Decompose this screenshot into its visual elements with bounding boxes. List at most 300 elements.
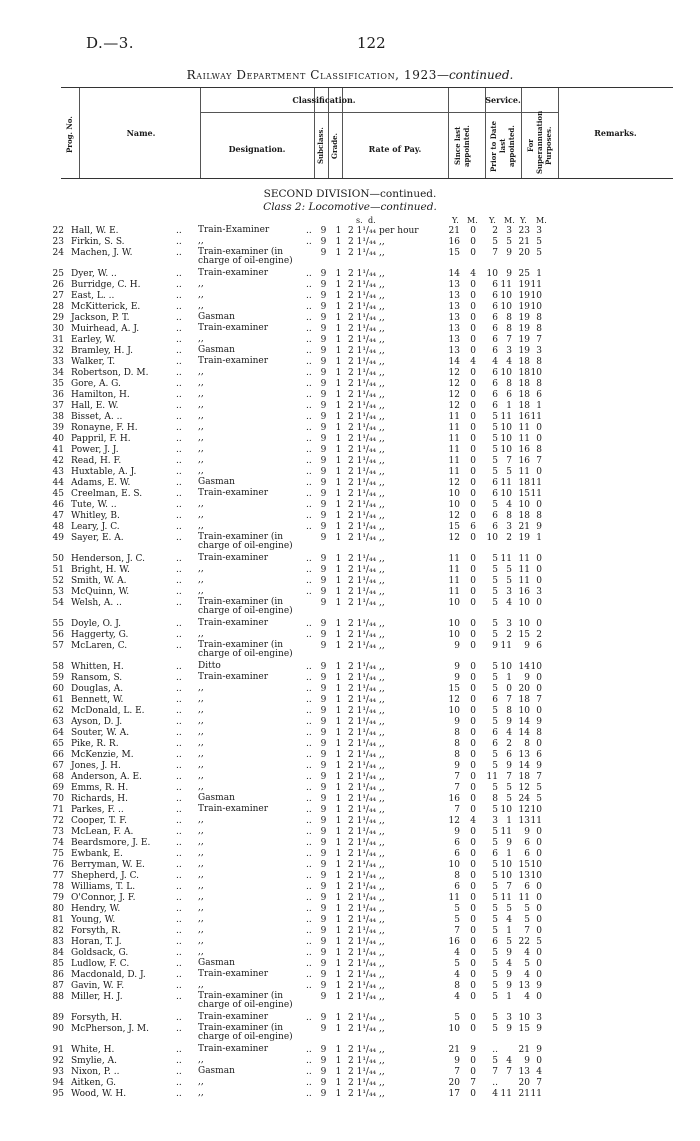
super-months: 7 bbox=[536, 695, 542, 705]
since-last-months: 0 bbox=[470, 937, 476, 947]
employee-name: Sayer, E. A. bbox=[71, 533, 124, 543]
since-last-months: 0 bbox=[470, 1089, 476, 1099]
super-years: 10 bbox=[518, 500, 530, 510]
subclass: 9 bbox=[320, 849, 327, 859]
designation: Train-Examiner bbox=[198, 225, 270, 235]
employee-name: White, H. bbox=[71, 1045, 115, 1055]
employee-name: McLaren, C. bbox=[71, 641, 128, 651]
leader-dots: .. bbox=[306, 467, 312, 477]
prior-months: 5 bbox=[506, 794, 512, 804]
employee-name: Bisset, A. .. bbox=[71, 412, 123, 422]
col-remarks: Remarks. bbox=[594, 128, 637, 138]
subclass: 9 bbox=[320, 915, 327, 925]
grade: 1 bbox=[335, 248, 342, 258]
prior-months: 7 bbox=[506, 695, 512, 705]
subclass: 9 bbox=[320, 904, 327, 914]
grade: 1 bbox=[335, 981, 342, 991]
super-years: 13 bbox=[518, 871, 530, 881]
since-last-years: 5 bbox=[454, 959, 460, 969]
rate-of-pay: 2 1¹/₄₄ ,, bbox=[348, 313, 385, 323]
since-last-months: 0 bbox=[470, 630, 476, 640]
grade: 1 bbox=[335, 269, 342, 279]
employee-name: Ewbank, E. bbox=[71, 849, 123, 859]
table-row bbox=[0, 248, 700, 267]
leader-dots: .. bbox=[306, 893, 312, 903]
grade: 1 bbox=[335, 445, 342, 455]
table-row bbox=[0, 511, 700, 522]
subclass: 9 bbox=[320, 619, 327, 629]
since-last-years: 4 bbox=[454, 970, 460, 980]
since-last-months: 0 bbox=[470, 576, 476, 586]
leader-dots: .. bbox=[306, 761, 312, 771]
prog-number: 70 bbox=[52, 794, 64, 804]
designation: ,, bbox=[198, 716, 204, 726]
prior-months: 6 bbox=[506, 750, 512, 760]
grade: 1 bbox=[335, 1013, 342, 1023]
prior-months: 7 bbox=[506, 1067, 512, 1077]
since-last-years: 12 bbox=[448, 695, 460, 705]
prior-years: 5 bbox=[492, 456, 498, 466]
since-last-months: 0 bbox=[470, 893, 476, 903]
prior-months: 10 bbox=[500, 302, 512, 312]
employee-name: Goldsack, G. bbox=[71, 948, 129, 958]
grade: 1 bbox=[335, 379, 342, 389]
super-months: 10 bbox=[530, 805, 542, 815]
grade: 1 bbox=[335, 434, 342, 444]
subclass: 9 bbox=[320, 970, 327, 980]
subclass: 9 bbox=[320, 959, 327, 969]
prior-years: 6 bbox=[492, 346, 498, 356]
name-leader-dots: .. bbox=[176, 368, 182, 378]
prior-months: 8 bbox=[506, 379, 512, 389]
prog-number: 24 bbox=[52, 248, 64, 258]
employee-name: Burridge, C. H. bbox=[71, 280, 141, 290]
prior-months: 7 bbox=[506, 772, 512, 782]
since-last-years: 12 bbox=[448, 533, 460, 543]
prior-months: 9 bbox=[506, 1024, 512, 1034]
prior-years: 5 bbox=[492, 1056, 498, 1066]
leader-dots: .. bbox=[306, 684, 312, 694]
leader-dots: .. bbox=[306, 368, 312, 378]
prior-years: 6 bbox=[492, 313, 498, 323]
name-leader-dots: .. bbox=[176, 816, 182, 826]
employee-name: McLean, F. A. bbox=[71, 827, 134, 837]
since-last-years: 8 bbox=[454, 871, 460, 881]
table-row bbox=[0, 434, 700, 445]
employee-name: Welsh, A. .. bbox=[71, 598, 122, 608]
rate-of-pay: 2 1¹/₄₄ ,, bbox=[348, 401, 385, 411]
table-row bbox=[0, 522, 700, 533]
prior-months: 9 bbox=[506, 981, 512, 991]
subclass: 9 bbox=[320, 587, 327, 597]
document-reference: D.—3. bbox=[86, 34, 135, 52]
employee-name: Richards, H. bbox=[71, 794, 128, 804]
employee-name: Huxtable, A. J. bbox=[71, 467, 137, 477]
employee-name: Whitten, H. bbox=[71, 662, 124, 672]
designation: Gasman bbox=[198, 958, 235, 968]
prog-number: 86 bbox=[52, 970, 64, 980]
subclass: 9 bbox=[320, 1089, 327, 1099]
subclass: 9 bbox=[320, 805, 327, 815]
prog-number: 79 bbox=[52, 893, 64, 903]
name-leader-dots: .. bbox=[176, 522, 182, 532]
since-last-months: 0 bbox=[470, 750, 476, 760]
unit-s: s. bbox=[356, 216, 363, 225]
name-leader-dots: .. bbox=[176, 794, 182, 804]
super-months: 0 bbox=[536, 959, 542, 969]
prog-number: 92 bbox=[52, 1056, 64, 1066]
rate-of-pay: 2 1¹/₄₄ ,, bbox=[348, 662, 385, 672]
grade: 1 bbox=[335, 226, 342, 236]
super-months: 11 bbox=[530, 280, 542, 290]
designation: ,, bbox=[198, 694, 204, 704]
prior-years: 6 bbox=[492, 511, 498, 521]
since-last-months: 0 bbox=[470, 412, 476, 422]
leader-dots: .. bbox=[306, 816, 312, 826]
super-years: 18 bbox=[518, 695, 530, 705]
super-months: 11 bbox=[530, 478, 542, 488]
table-row bbox=[0, 684, 700, 695]
since-last-months: 0 bbox=[470, 434, 476, 444]
prior-months: 9 bbox=[506, 761, 512, 771]
super-months: 1 bbox=[536, 401, 542, 411]
grade: 1 bbox=[335, 291, 342, 301]
prog-number: 75 bbox=[52, 849, 64, 859]
prior-months: 3 bbox=[506, 619, 512, 629]
prog-number: 83 bbox=[52, 937, 64, 947]
grade: 1 bbox=[335, 915, 342, 925]
since-last-years: 13 bbox=[448, 302, 460, 312]
leader-dots: .. bbox=[306, 695, 312, 705]
designation: ,, bbox=[198, 236, 204, 246]
super-years: 5 bbox=[524, 904, 530, 914]
since-last-months: 0 bbox=[470, 324, 476, 334]
table-row bbox=[0, 706, 700, 717]
rate-of-pay: 2 1¹/₄₄ ,, bbox=[348, 1067, 385, 1077]
prior-months: 1 bbox=[506, 816, 512, 826]
since-last-years: 7 bbox=[454, 783, 460, 793]
since-last-years: 11 bbox=[448, 423, 460, 433]
since-last-months: 0 bbox=[470, 1013, 476, 1023]
prior-months: 11 bbox=[500, 1089, 512, 1099]
since-last-months: 7 bbox=[470, 1078, 476, 1088]
since-last-months: 0 bbox=[470, 423, 476, 433]
super-months: 9 bbox=[536, 981, 542, 991]
col-subclass: Subclass. bbox=[316, 127, 325, 165]
employee-name: Whitley, B. bbox=[71, 511, 120, 521]
designation: ,, bbox=[198, 947, 204, 957]
subclass: 9 bbox=[320, 500, 327, 510]
super-months: 0 bbox=[536, 882, 542, 892]
table-row bbox=[0, 893, 700, 904]
rate-of-pay: 2 1¹/₄₄ ,, bbox=[348, 478, 385, 488]
subclass: 9 bbox=[320, 772, 327, 782]
super-years: 15 bbox=[518, 489, 530, 499]
grade: 1 bbox=[335, 619, 342, 629]
leader-dots: .. bbox=[306, 717, 312, 727]
designation: ,, bbox=[198, 433, 204, 443]
employee-name: Creelman, E. S. bbox=[71, 489, 143, 499]
employee-name: Bramley, H. J. bbox=[71, 346, 133, 356]
name-leader-dots: .. bbox=[176, 489, 182, 499]
employee-name: Machen, J. W. bbox=[71, 248, 133, 258]
prior-years: 5 bbox=[492, 992, 498, 1002]
grade: 1 bbox=[335, 533, 342, 543]
prog-number: 53 bbox=[52, 587, 64, 597]
prior-years: .. bbox=[492, 1078, 498, 1088]
super-years: 24 bbox=[518, 794, 530, 804]
subclass: 9 bbox=[320, 728, 327, 738]
since-last-years: 12 bbox=[448, 816, 460, 826]
name-leader-dots: .. bbox=[176, 226, 182, 236]
grade: 1 bbox=[335, 401, 342, 411]
since-last-years: 7 bbox=[454, 805, 460, 815]
designation: ,, bbox=[198, 771, 204, 781]
subclass: 9 bbox=[320, 248, 327, 258]
leader-dots: .. bbox=[306, 554, 312, 564]
super-months: 0 bbox=[536, 576, 542, 586]
rate-of-pay: 2 1¹/₄₄ ,, bbox=[348, 728, 385, 738]
prior-months: 4 bbox=[506, 357, 512, 367]
since-last-years: 10 bbox=[448, 598, 460, 608]
rate-of-pay: 2 1¹/₄₄ ,, bbox=[348, 882, 385, 892]
unit-d: d. bbox=[368, 216, 376, 225]
leader-dots: .. bbox=[306, 926, 312, 936]
subclass: 9 bbox=[320, 717, 327, 727]
name-leader-dots: .. bbox=[176, 324, 182, 334]
name-leader-dots: .. bbox=[176, 302, 182, 312]
col-grade: Grade. bbox=[330, 133, 339, 159]
prog-number: 77 bbox=[52, 871, 64, 881]
grade: 1 bbox=[335, 706, 342, 716]
rate-of-pay: 2 1¹/₄₄ ,, bbox=[348, 849, 385, 859]
subclass: 9 bbox=[320, 598, 327, 608]
since-last-years: 5 bbox=[454, 915, 460, 925]
prog-number: 89 bbox=[52, 1013, 64, 1023]
super-months: 6 bbox=[536, 750, 542, 760]
since-last-years: 12 bbox=[448, 511, 460, 521]
table-row bbox=[0, 412, 700, 423]
rate-of-pay: 2 1¹/₄₄ ,, bbox=[348, 860, 385, 870]
super-years: 23 bbox=[518, 226, 530, 236]
since-last-years: 8 bbox=[454, 981, 460, 991]
name-leader-dots: .. bbox=[176, 1045, 182, 1055]
prior-years: 5 bbox=[492, 838, 498, 848]
since-last-months: 0 bbox=[470, 565, 476, 575]
grade: 1 bbox=[335, 860, 342, 870]
super-years: 9 bbox=[524, 1056, 530, 1066]
rate-of-pay: 2 1¹/₄₄ ,, bbox=[348, 619, 385, 629]
super-years: 13 bbox=[518, 750, 530, 760]
since-last-years: 11 bbox=[448, 576, 460, 586]
prior-years: 6 bbox=[492, 390, 498, 400]
designation: ,, bbox=[198, 301, 204, 311]
grade: 1 bbox=[335, 1024, 342, 1034]
grade: 1 bbox=[335, 302, 342, 312]
grade: 1 bbox=[335, 576, 342, 586]
leader-dots: .. bbox=[306, 401, 312, 411]
subclass: 9 bbox=[320, 882, 327, 892]
prior-years: 6 bbox=[492, 280, 498, 290]
super-years: 12 bbox=[518, 805, 530, 815]
employee-name: Souter, W. A. bbox=[71, 728, 130, 738]
leader-dots: .. bbox=[306, 739, 312, 749]
prior-years: 5 bbox=[492, 860, 498, 870]
leader-dots: .. bbox=[306, 445, 312, 455]
prior-years: 5 bbox=[492, 948, 498, 958]
rate-of-pay: 2 1¹/₄₄ ,, bbox=[348, 970, 385, 980]
super-years: 14 bbox=[518, 728, 530, 738]
super-years: 19 bbox=[518, 335, 530, 345]
super-months: 0 bbox=[536, 992, 542, 1002]
super-months: 11 bbox=[530, 489, 542, 499]
since-last-years: 9 bbox=[454, 1056, 460, 1066]
subclass: 9 bbox=[320, 379, 327, 389]
employee-name: Firkin, S. S. bbox=[71, 237, 125, 247]
super-months: 10 bbox=[530, 302, 542, 312]
prior-years: 10 bbox=[486, 533, 498, 543]
since-last-months: 0 bbox=[470, 313, 476, 323]
since-last-years: 11 bbox=[448, 587, 460, 597]
super-months: 6 bbox=[536, 641, 542, 651]
super-months: 8 bbox=[536, 728, 542, 738]
employee-name: Forsyth, R. bbox=[71, 926, 121, 936]
col-prior: Prior to Date last appointed. bbox=[489, 120, 516, 172]
name-leader-dots: .. bbox=[176, 357, 182, 367]
designation: Train-examiner bbox=[198, 618, 268, 628]
grade: 1 bbox=[335, 893, 342, 903]
prior-months: 9 bbox=[506, 838, 512, 848]
employee-name: East, L. .. bbox=[71, 291, 115, 301]
since-last-years: 9 bbox=[454, 641, 460, 651]
name-leader-dots: .. bbox=[176, 269, 182, 279]
table-row bbox=[0, 500, 700, 511]
rate-of-pay: 2 1¹/₄₄ ,, bbox=[348, 379, 385, 389]
leader-dots: .. bbox=[306, 587, 312, 597]
since-last-months: 0 bbox=[470, 489, 476, 499]
super-years: 13 bbox=[518, 1067, 530, 1077]
prog-number: 66 bbox=[52, 750, 64, 760]
prior-years: 5 bbox=[492, 434, 498, 444]
table-row bbox=[0, 456, 700, 467]
name-leader-dots: .. bbox=[176, 915, 182, 925]
since-last-years: 11 bbox=[448, 467, 460, 477]
rate-of-pay: 2 1¹/₄₄ ,, bbox=[348, 706, 385, 716]
unit-month: M. bbox=[467, 216, 478, 225]
prior-months: 10 bbox=[500, 871, 512, 881]
designation: Train-examiner bbox=[198, 268, 268, 278]
super-years: 11 bbox=[518, 554, 530, 564]
rate-of-pay: 2 1¹/₄₄ ,, bbox=[348, 948, 385, 958]
table-row bbox=[0, 390, 700, 401]
leader-dots: .. bbox=[306, 915, 312, 925]
super-years: 11 bbox=[518, 423, 530, 433]
since-last-months: 0 bbox=[470, 554, 476, 564]
super-years: 11 bbox=[518, 576, 530, 586]
leader-dots: .. bbox=[306, 860, 312, 870]
prior-years: 6 bbox=[492, 291, 498, 301]
rate-of-pay: 2 1¹/₄₄ ,, bbox=[348, 1089, 385, 1099]
prior-months: 9 bbox=[506, 948, 512, 958]
super-years: 14 bbox=[518, 662, 530, 672]
unit-month: M. bbox=[504, 216, 515, 225]
subclass: 9 bbox=[320, 1056, 327, 1066]
super-months: 8 bbox=[536, 324, 542, 334]
since-last-years: 9 bbox=[454, 761, 460, 771]
name-leader-dots: .. bbox=[176, 805, 182, 815]
designation: ,, bbox=[198, 738, 204, 748]
prog-number: 29 bbox=[52, 313, 64, 323]
employee-name: Bright, H. W. bbox=[71, 565, 130, 575]
designation: ,, bbox=[198, 334, 204, 344]
since-last-years: 14 bbox=[448, 269, 460, 279]
prior-months: 6 bbox=[506, 390, 512, 400]
subclass: 9 bbox=[320, 673, 327, 683]
prog-number: 62 bbox=[52, 706, 64, 716]
table-row bbox=[0, 860, 700, 871]
name-leader-dots: .. bbox=[176, 1089, 182, 1099]
grade: 1 bbox=[335, 695, 342, 705]
class-subtitle-text: Class 2: Locomotive—continued. bbox=[263, 201, 437, 213]
employee-name: Power, J. J. bbox=[71, 445, 119, 455]
subclass: 9 bbox=[320, 445, 327, 455]
subclass: 9 bbox=[320, 576, 327, 586]
prior-months: 5 bbox=[506, 783, 512, 793]
prior-months: 9 bbox=[506, 717, 512, 727]
table-row bbox=[0, 423, 700, 434]
table-row bbox=[0, 335, 700, 346]
prior-years: 5 bbox=[492, 981, 498, 991]
super-years: 20 bbox=[518, 684, 530, 694]
employee-name: Wood, W. H. bbox=[71, 1089, 127, 1099]
subclass: 9 bbox=[320, 641, 327, 651]
prior-months: 0 bbox=[506, 684, 512, 694]
prog-number: 87 bbox=[52, 981, 64, 991]
grade: 1 bbox=[335, 992, 342, 1002]
table-row bbox=[0, 695, 700, 706]
name-leader-dots: .. bbox=[176, 871, 182, 881]
name-leader-dots: .. bbox=[176, 761, 182, 771]
leader-dots: .. bbox=[306, 346, 312, 356]
rate-of-pay: 2 1¹/₄₄ ,, bbox=[348, 684, 385, 694]
name-leader-dots: .. bbox=[176, 728, 182, 738]
super-months: 7 bbox=[536, 335, 542, 345]
employee-name: Gavin, W. F. bbox=[71, 981, 125, 991]
designation: Gasman bbox=[198, 345, 235, 355]
subclass: 9 bbox=[320, 662, 327, 672]
table-row bbox=[0, 346, 700, 357]
designation: ,, bbox=[198, 367, 204, 377]
grade: 1 bbox=[335, 673, 342, 683]
super-months: 3 bbox=[536, 226, 542, 236]
designation: Train-examiner bbox=[198, 1044, 268, 1054]
leader-dots: .. bbox=[306, 849, 312, 859]
since-last-years: 5 bbox=[454, 1013, 460, 1023]
table-row bbox=[0, 269, 700, 280]
table-row bbox=[0, 576, 700, 587]
super-months: 0 bbox=[536, 827, 542, 837]
designation: ,, bbox=[198, 925, 204, 935]
since-last-months: 0 bbox=[470, 226, 476, 236]
prior-months: 8 bbox=[506, 706, 512, 716]
subclass: 9 bbox=[320, 860, 327, 870]
prior-months: 9 bbox=[506, 970, 512, 980]
designation: ,, bbox=[198, 422, 204, 432]
grade: 1 bbox=[335, 728, 342, 738]
since-last-years: 12 bbox=[448, 379, 460, 389]
grade: 1 bbox=[335, 882, 342, 892]
employee-name: Ludlow, F. C. bbox=[71, 959, 130, 969]
